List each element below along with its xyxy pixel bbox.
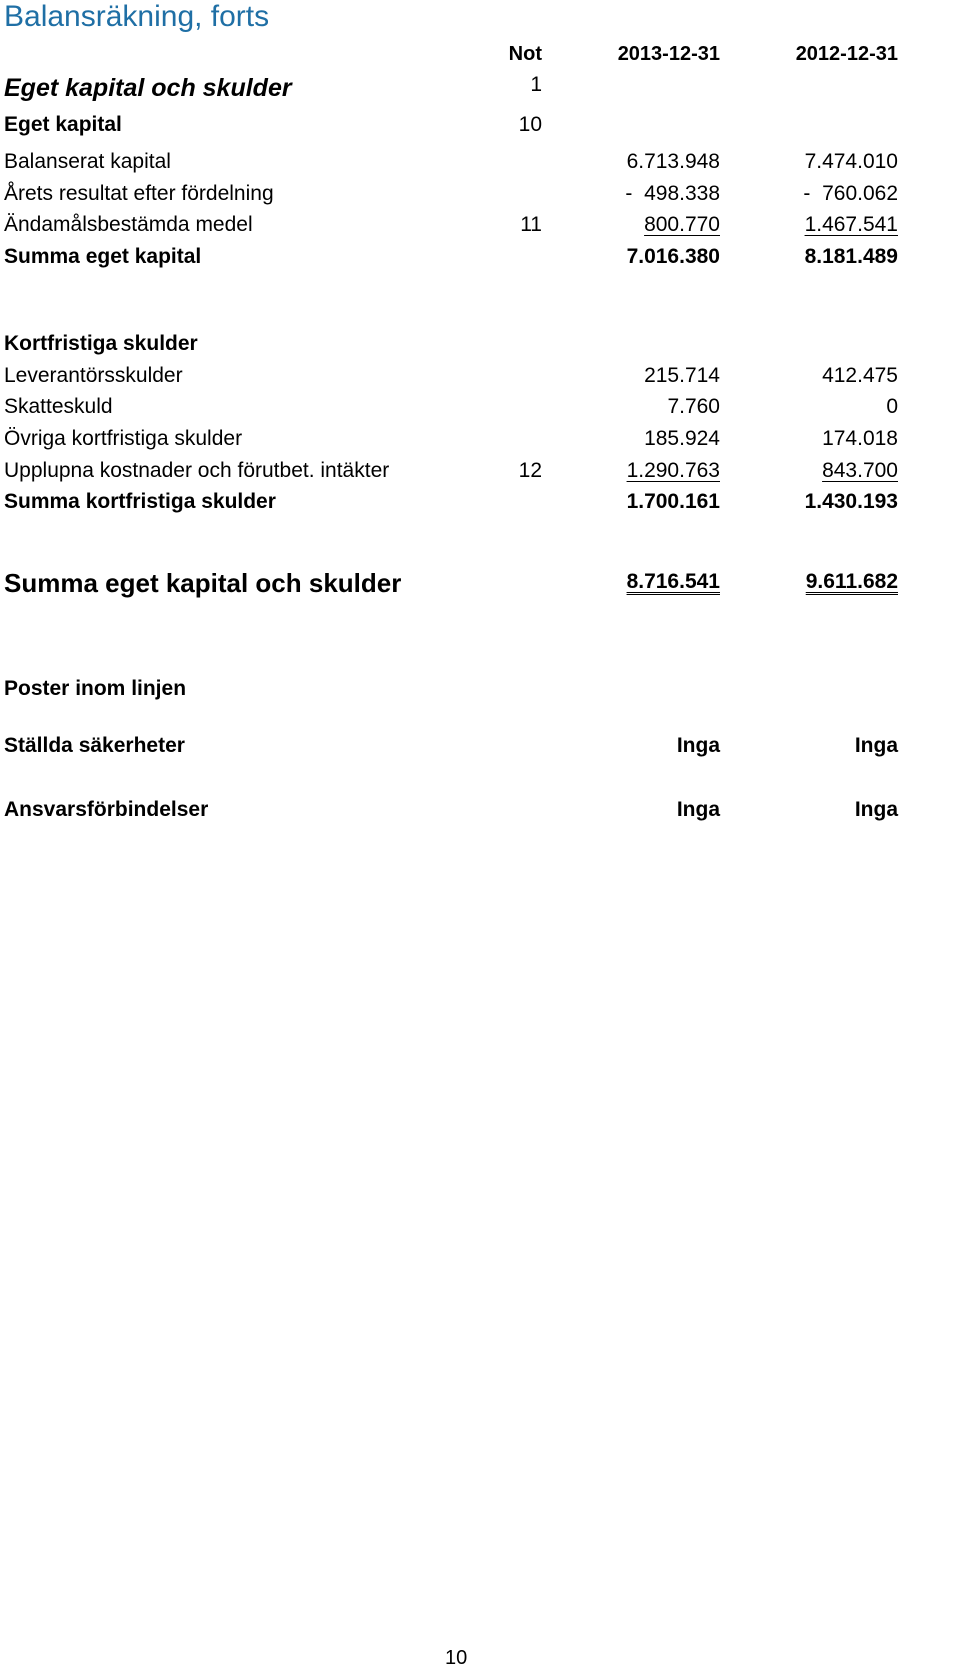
grand-total-label: Summa eget kapital och skulder xyxy=(4,568,402,598)
page-title: Balansräkning, forts xyxy=(4,0,270,33)
off-balance-row-label: Ansvarsförbindelser xyxy=(4,798,209,821)
liability-row-value-2012: 412.475 xyxy=(822,364,898,387)
liability-row-value-2012: 174.018 xyxy=(822,427,898,450)
equity-total-2013: 7.016.380 xyxy=(626,245,720,268)
off-balance-row-value-2013: Inga xyxy=(676,798,720,821)
equity-row-note: 11 xyxy=(520,213,542,236)
page-number: 10 xyxy=(445,1647,468,1669)
liabilities-total-2012: 1.430.193 xyxy=(804,490,898,513)
liability-row-label: Upplupna kostnader och förutbet. intäkter xyxy=(4,459,390,482)
equity-row-label: Ändamålsbestämda medel xyxy=(4,213,253,236)
liability-row-label: Leverantörsskulder xyxy=(4,364,183,387)
equity-total-2012: 8.181.489 xyxy=(804,245,898,268)
off-balance-row-value-2013: Inga xyxy=(676,734,720,757)
liabilities-total-2013: 1.700.161 xyxy=(626,490,720,513)
year-2013-header: 2013-12-31 xyxy=(617,43,720,65)
section-title: Eget kapital och skulder xyxy=(4,74,292,102)
liability-row-value-2012: 843.700 xyxy=(822,459,898,482)
equity-total-label: Summa eget kapital xyxy=(4,245,202,268)
equity-row-value-2012: 7.474.010 xyxy=(804,150,898,173)
liability-row-value-2012: 0 xyxy=(886,395,898,418)
liability-row-value-2013: 185.924 xyxy=(644,427,720,450)
liability-row-label: Övriga kortfristiga skulder xyxy=(4,427,243,450)
equity-row-value-2012: 1.467.541 xyxy=(804,213,898,236)
liability-row-value-2013: 215.714 xyxy=(644,364,720,387)
equity-row-label: Balanserat kapital xyxy=(4,150,171,173)
year-2012-header: 2012-12-31 xyxy=(795,43,898,65)
off-balance-row-value-2012: Inga xyxy=(854,734,898,757)
off-balance-row-value-2012: Inga xyxy=(854,798,898,821)
equity-row-value-2013: - 498.338 xyxy=(625,182,720,205)
equity-heading: Eget kapital xyxy=(4,113,122,136)
liabilities-total-label: Summa kortfristiga skulder xyxy=(4,490,276,513)
equity-row-value-2012: - 760.062 xyxy=(803,182,898,205)
grand-total-2013: 8.716.541 xyxy=(626,570,720,593)
liability-row-note: 12 xyxy=(518,459,542,482)
equity-row-value-2013: 800.770 xyxy=(644,213,720,236)
grand-total-2012: 9.611.682 xyxy=(805,570,898,593)
off-balance-heading: Poster inom linjen xyxy=(4,677,187,700)
section-note: 1 xyxy=(530,73,542,96)
off-balance-row-label: Ställda säkerheter xyxy=(4,734,185,757)
equity-row-value-2013: 6.713.948 xyxy=(626,150,720,173)
note-column-header: Not xyxy=(508,43,542,65)
liability-row-label: Skatteskuld xyxy=(4,395,113,418)
equity-heading-note: 10 xyxy=(518,113,542,136)
liability-row-value-2013: 1.290.763 xyxy=(626,459,720,482)
liability-row-value-2013: 7.760 xyxy=(667,395,720,418)
liabilities-heading: Kortfristiga skulder xyxy=(4,332,198,355)
equity-row-label: Årets resultat efter fördelning xyxy=(4,182,274,205)
